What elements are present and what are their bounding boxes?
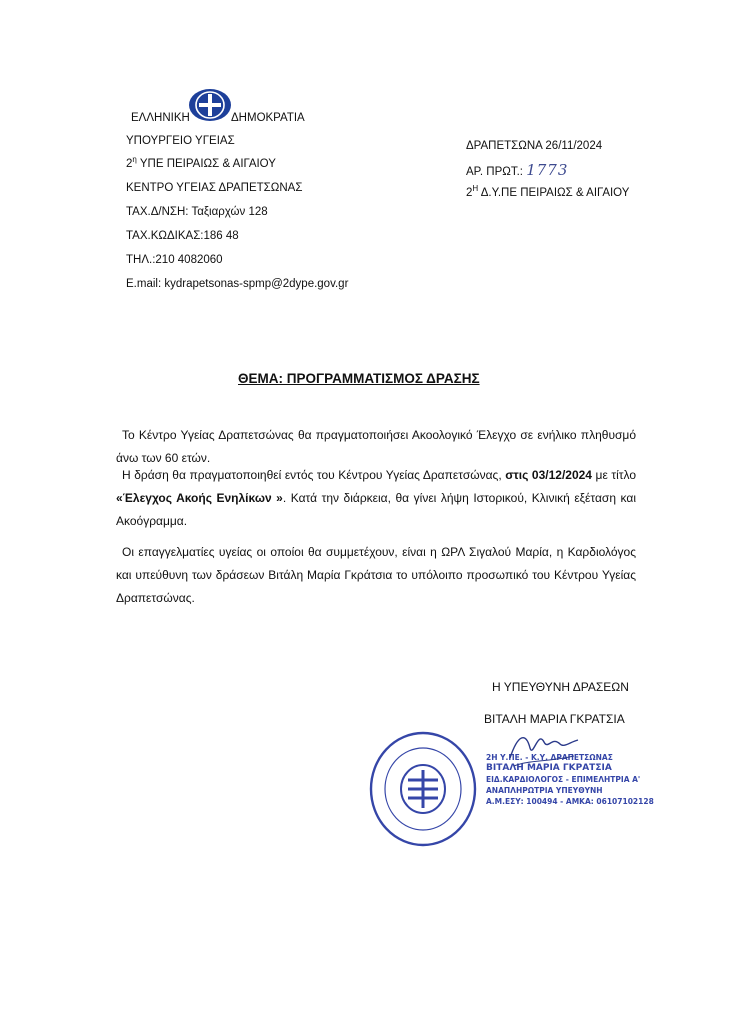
email-line[interactable]: E.mail: kydrapetsonas-spmp@2dype.gov.gr <box>126 278 349 290</box>
protocol-number: 1773 <box>526 161 569 179</box>
handwritten-signature-icon <box>504 722 584 772</box>
center-line: ΚΕΝΤΡΟ ΥΓΕΙΑΣ ΔΡΑΠΕΤΣΩΝΑΣ <box>126 182 303 194</box>
official-seal-icon <box>368 730 478 848</box>
stamp-line-3: ΕΙΔ.ΚΑΡΔΙΟΛΟΓΟΣ - ΕΠΙΜΕΛΗΤΡΙΑ Α' <box>486 775 641 784</box>
paragraph-1: Το Κέντρο Υγείας Δραπετσώνας θα πραγματοποιήσει Ακοολογικό Έλεγχο σε ενήλικο πληθυσμό άνω των 60 ετών. <box>116 428 636 465</box>
header-country <box>131 111 190 125</box>
signature-role: Η ΥΠΕΥΘΥΝΗ ΔΡΑΣΕΩΝ <box>492 680 629 694</box>
paragraph-2: Η δράση θα πραγματοποιηθεί εντός του Κέντρου Υγείας Δραπετσώνας, στις 03/12/2024 με τίτλο «Έλεγχος Ακοής Ενηλίκων ». Κατά την διάρκεια, θα γίνει λήψη Ιστορικού, Κλινική εξέταση και Ακοόγραμμα. <box>116 468 637 528</box>
protocol-line <box>466 163 568 179</box>
stamp-line-2: ΒΙΤΑΛΗ ΜΑΡΙΑ ΓΚΡΑΤΣΙΑ <box>486 763 612 773</box>
greek-emblem-icon <box>188 88 232 122</box>
header-country-2 <box>231 111 305 125</box>
country-word-1: ΕΛΛΗΝΙΚΗ <box>131 112 190 124</box>
ministry-line: ΥΠΟΥΡΓΕΙΟ ΥΓΕΙΑΣ <box>126 135 235 147</box>
protocol-label: ΑΡ. ΠΡΩΤ.: <box>466 166 523 178</box>
region-line: $2^\eta$ ΥΠΕ ΠΕΙΡΑΙΩΣ & ΑΙΓΑΙΟΥ <box>126 155 276 170</box>
stamp-line-4: ΑΝΑΠΛΗΡΩΤΡΙΑ ΥΠΕΥΘΥΝΗ <box>486 786 603 795</box>
recipient-line: $2^H$ Δ.Υ.ΠΕ ΠΕΙΡΑΙΩΣ & ΑΙΓΑΙΟΥ <box>466 184 630 199</box>
stamp-line-5: Α.Μ.ΕΣΥ: 100494 - ΑΜΚΑ: 06107102128 <box>486 797 654 806</box>
postcode-line: ΤΑΧ.ΚΩΔΙΚΑΣ:186 48 <box>126 230 239 242</box>
signature-name: ΒΙΤΑΛΗ ΜΑΡΙΑ ΓΚΡΑΤΣΙΑ <box>484 712 625 726</box>
stamp-line-1: 2Η Υ.ΠΕ. - Κ.Υ. ΔΡΑΠΕΤΣΩΝΑΣ <box>486 753 613 762</box>
date-line: ΔΡΑΠΕΤΣΩΝΑ 26/11/2024 <box>466 140 603 152</box>
country-word-2: ΔΗΜΟΚΡΑΤΙΑ <box>231 112 305 124</box>
paragraph-3: Οι επαγγελματίες υγείας οι οποίοι θα συμμετέχουν, είναι η ΩΡΛ Σιγαλού Μαρία, η Καρδιολόγος και υπεύθυνη των δράσεων Βιτάλη Μαρία Γκράτσια το υπόλοιπο προσωπικό του Κέντρου Υγείας Δραπετσώνας. <box>116 545 636 605</box>
phone-line: ΤΗΛ.:210 4082060 <box>126 254 223 266</box>
subject-title: ΘΕΜΑ: ΠΡΟΓΡΑΜΜΑΤΙΣΜΟΣ ΔΡΑΣΗΣ <box>238 371 480 386</box>
address-line: ΤΑΧ.Δ/ΝΣΗ: Ταξιαρχών 128 <box>126 206 268 218</box>
